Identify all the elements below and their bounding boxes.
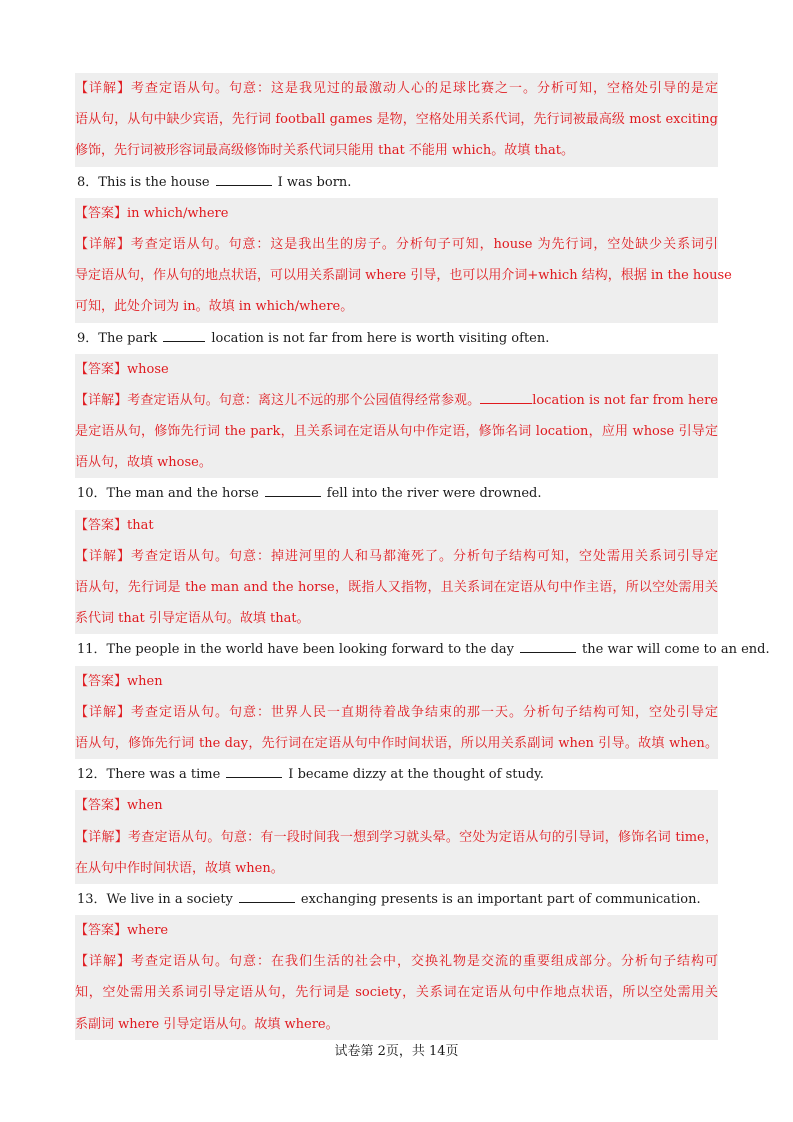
explanation-block: [75, 73, 718, 167]
explanation-line: 可知，此处介词为 in。故填 in which/where。: [75, 299, 354, 315]
explanation-line: 【详解】考查定语从句。句意：有一段时间我一想到学习就头晕。空处为定语从句的引导词，修饰名词 time，: [75, 829, 718, 845]
question-number: 12．: [77, 767, 107, 783]
answer-line: 【答案】whose: [75, 361, 169, 377]
answer-line: 【答案】in which/where: [75, 205, 229, 221]
explanation-line: 修饰，先行词被形容词最高级修饰时关系代词只能用 that 不能用 which。故填 that。: [75, 143, 574, 159]
explanation-line: 系代词 that 引导定语从句。故填 that。: [75, 611, 310, 627]
question-12: [75, 759, 718, 790]
question-number: 10．: [77, 486, 107, 502]
question-10: [75, 478, 718, 509]
explanation-line: 【详解】考查定语从句。句意：这是我见过的最激动人心的足球比赛之一。分析可知，空格处引导的是定: [75, 81, 718, 96]
explanation-line: 语从句，故填 whose。: [75, 455, 212, 471]
page-footer: 试卷第 2页，共 14页: [334, 1044, 459, 1059]
question-text: There was a time: [106, 767, 221, 783]
question-text: This is the house: [98, 174, 210, 190]
question-8: [75, 167, 718, 198]
question-text: fell into the river were drowned.: [326, 486, 542, 502]
question-text: I became dizzy at the thought of study.: [288, 767, 544, 783]
answer-block: [75, 354, 718, 479]
explanation-line: 在从句中作时间状语，故填 when。: [75, 860, 284, 876]
explanation-line: 语从句，从句中缺少宾语，先行词 football games 是物，空格处用关系代词，先行词被最高级 most exciting: [75, 112, 718, 128]
answer-block: [75, 510, 718, 635]
question-number: 9．: [77, 330, 99, 346]
answer-blank: [265, 484, 321, 497]
explanation-line: 【详解】考查定语从句。句意：在我们生活的社会中，交换礼物是交流的重要组成部分。分析句子结构可: [75, 954, 718, 970]
explanation-text: 【详解】考查定语从句。句意：离这儿不远的那个公园值得经常参观。: [75, 392, 481, 408]
question-text: I was born.: [277, 174, 352, 190]
question-9: [75, 323, 718, 354]
explanation-text: location is not far from here: [532, 392, 718, 408]
question-text: the war will come to an end.: [582, 642, 770, 658]
question-text: The people in the world have been looking forward to the day: [106, 642, 515, 658]
explanation-line: 导定语从句，作从句的地点状语，可以用关系副词 where 引导，也可以用介词+which 结构，根据 in the house: [75, 268, 732, 284]
answer-blank: [239, 890, 295, 903]
explanation-line: 知，空处需用关系词引导定语从句，先行词是 society，关系词在定语从句中作地点状语，所以空处需用关: [75, 985, 718, 1001]
explanation-line: 是定语从句，修饰先行词 the park，且关系词在定语从句中作定语，修饰名词 location，应用 whose 引导定: [75, 424, 718, 440]
answer-block: [75, 666, 718, 760]
answer-block: [75, 198, 732, 323]
question-text: location is not far from here is worth visiting often.: [211, 330, 550, 346]
answer-blank: [216, 173, 272, 186]
explanation-line: 语从句，先行词是 the man and the horse，既指人又指物，且关系词在定语从句中作主语，所以空处需用关: [75, 580, 718, 595]
explanation-line: 系副词 where 引导定语从句。故填 where。: [75, 1016, 339, 1032]
page-content: [75, 73, 770, 1040]
answer-block: [75, 915, 718, 1040]
answer-line: 【答案】that: [75, 517, 154, 533]
question-11: [75, 634, 770, 665]
question-13: [75, 884, 718, 915]
answer-blank: [520, 640, 576, 653]
question-text: We live in a society: [106, 891, 233, 907]
answer-blank: [163, 329, 205, 342]
explanation-line: [75, 385, 718, 416]
answer-block: [75, 790, 718, 884]
explanation-line: 【详解】考查定语从句。句意：世界人民一直期待着战争结束的那一天。分析句子结构可知，空处引导定: [75, 704, 718, 720]
question-number: 11．: [77, 642, 107, 658]
question-text: exchanging presents is an important part of communication.: [300, 891, 701, 907]
answer-blank: [480, 391, 532, 404]
question-number: 8．: [77, 174, 99, 190]
explanation-line: 语从句，修饰先行词 the day，先行词在定语从句中作时间状语，所以用关系副词 when 引导。故填 when。: [75, 735, 718, 751]
answer-line: 【答案】when: [75, 673, 163, 689]
question-number: 13．: [77, 891, 107, 907]
answer-line: 【答案】when: [75, 798, 163, 814]
answer-line: 【答案】where: [75, 923, 169, 939]
question-text: The park: [98, 330, 158, 346]
question-text: The man and the horse: [106, 486, 259, 502]
explanation-line: 【详解】考查定语从句。句意：掉进河里的人和马都淹死了。分析句子结构可知，空处需用关系词引导定: [75, 548, 718, 564]
explanation-line: 【详解】考查定语从句。句意：这是我出生的房子。分析句子可知，house 为先行词，空处缺少关系词引: [75, 236, 718, 252]
answer-blank: [226, 765, 282, 778]
